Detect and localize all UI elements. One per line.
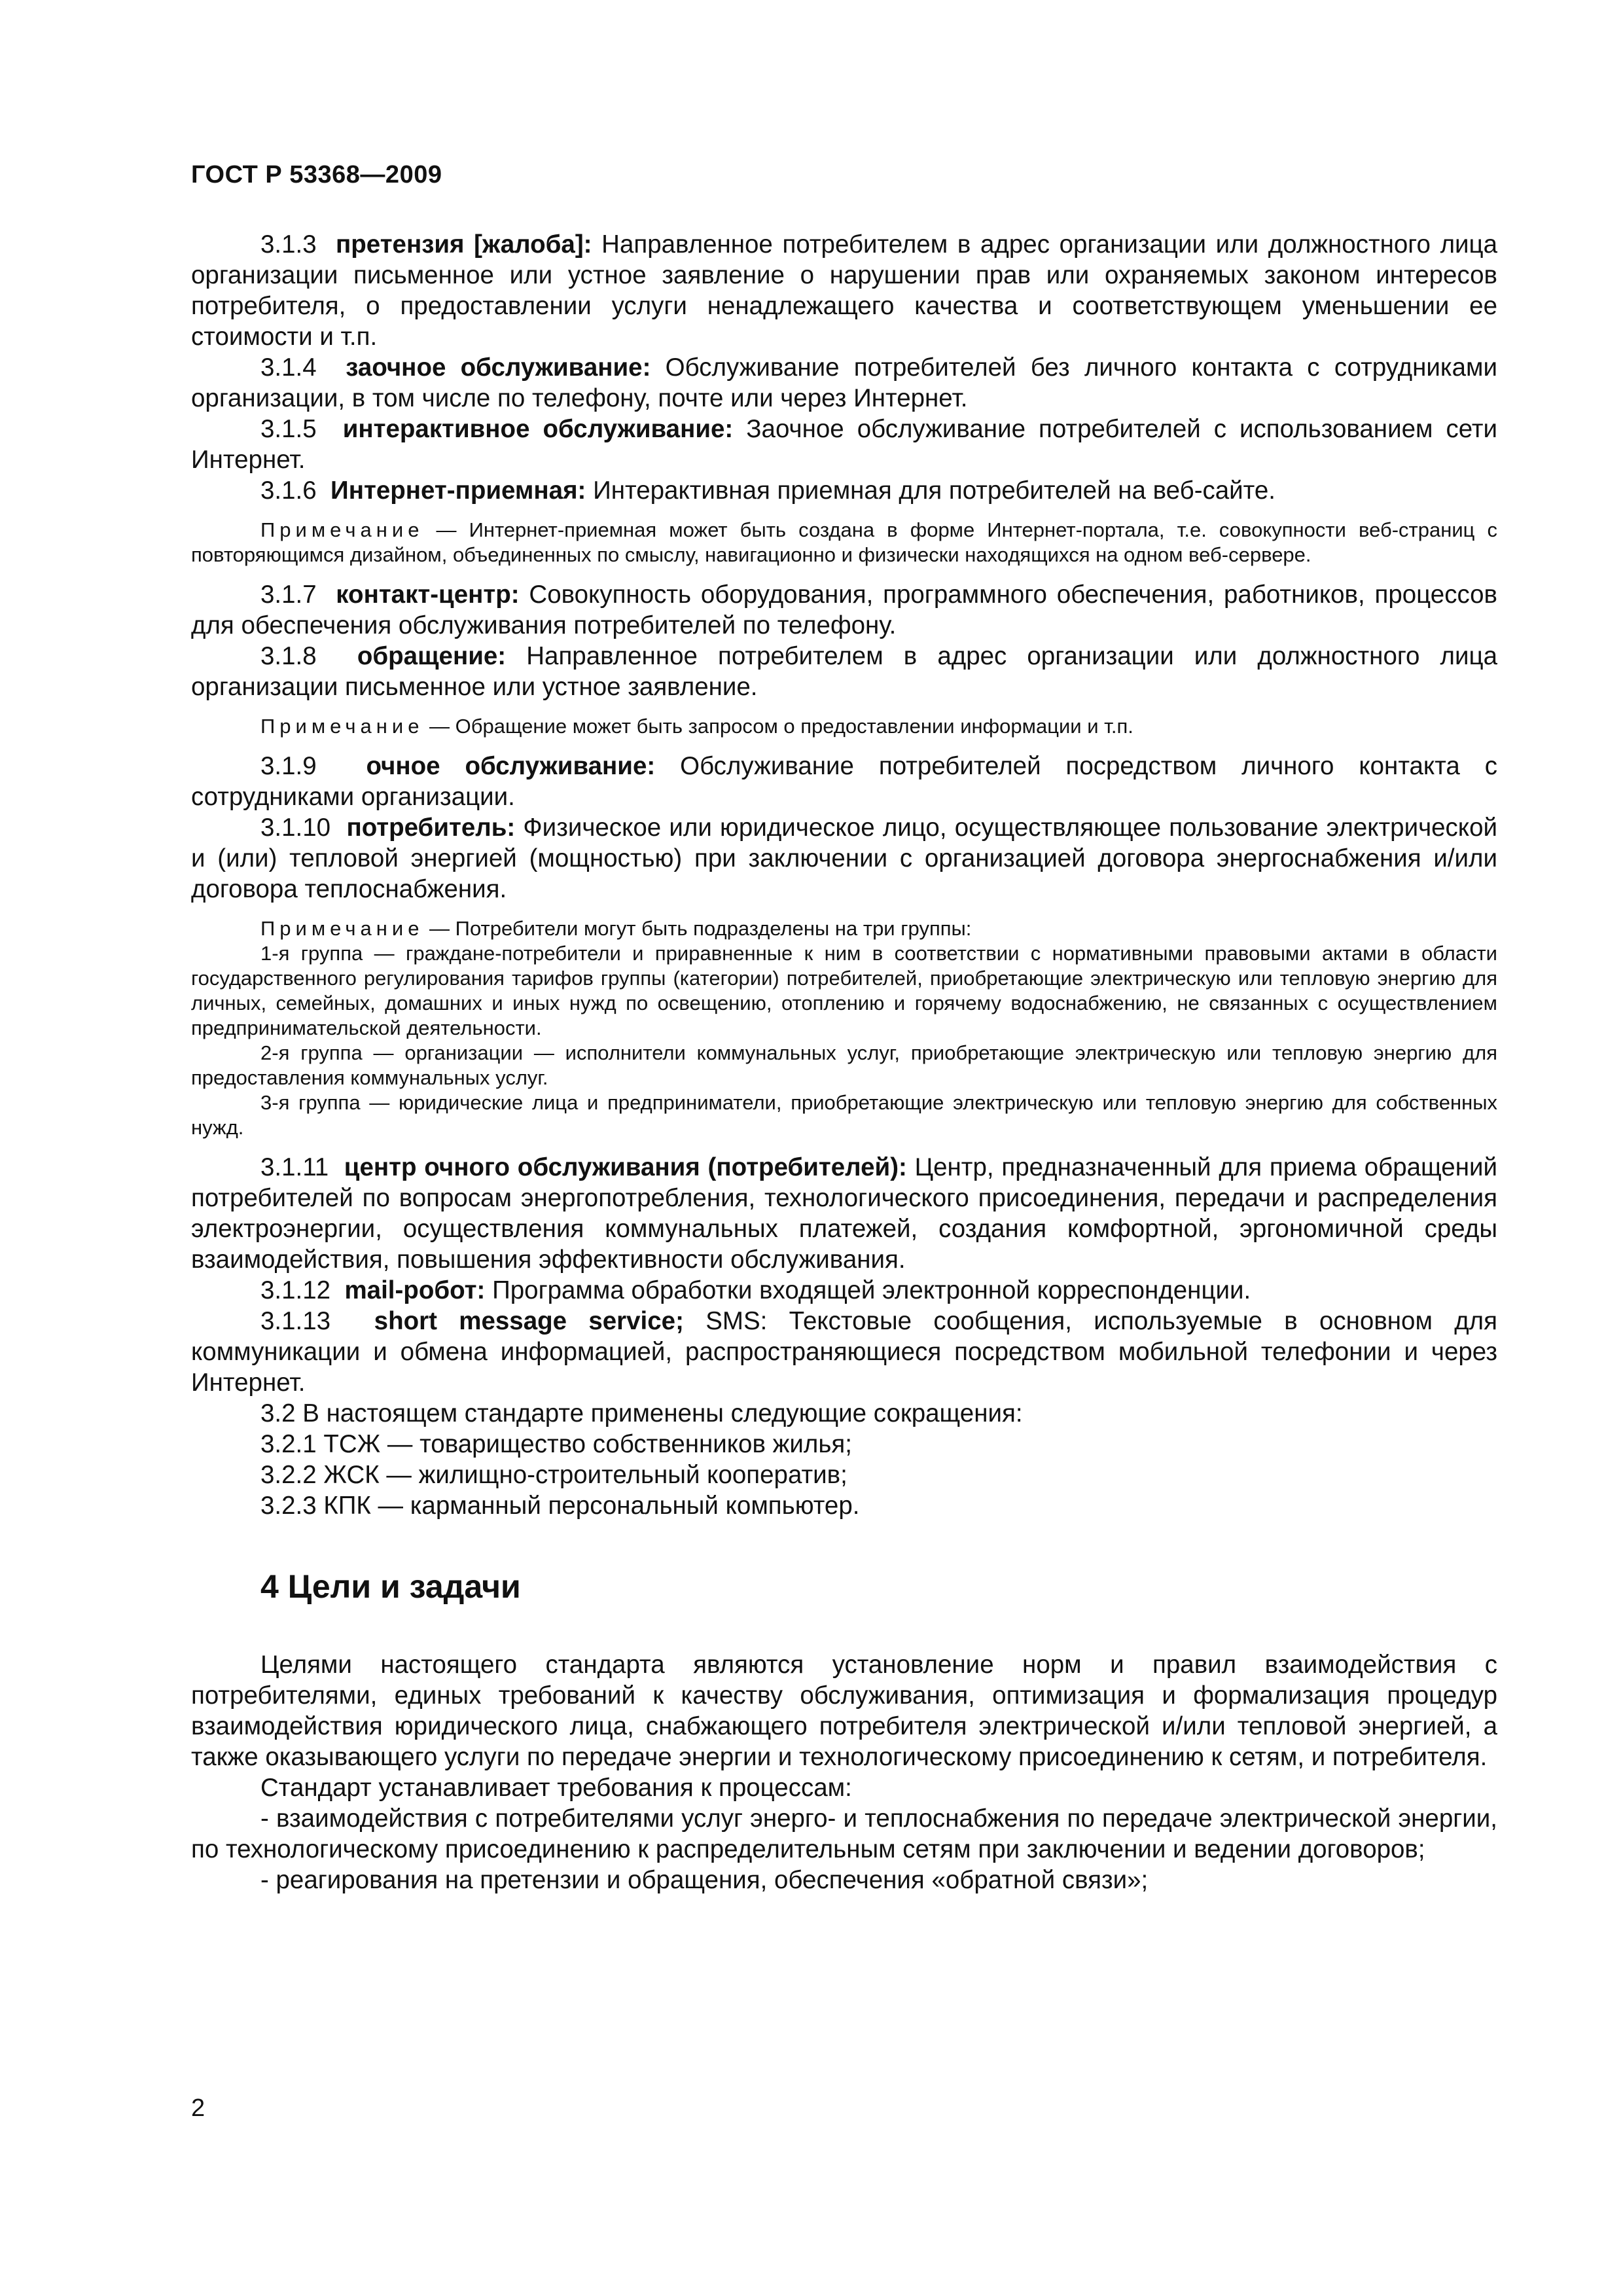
definition-3-1-4	[191, 352, 1497, 414]
section-paragraph: Стандарт устанавливает требования к процессам:	[260, 1774, 852, 1802]
document-body	[191, 229, 1497, 1895]
definition-term: контакт-центр:	[336, 581, 520, 609]
definition-term: mail-робот:	[344, 1276, 486, 1304]
definition-term: потребитель:	[346, 814, 516, 842]
definition-text: Направленное потребителем в адрес организации или должностного лица организации письменное или устное заявление.	[191, 642, 1497, 701]
definition-text: Обслуживание потребителей без личного контакта с сотрудниками организации, в том числе по телефону, почте или через Интернет.	[191, 353, 1497, 412]
definition-text: Программа обработки входящей электронной корреспонденции.	[485, 1276, 1251, 1304]
definition-term: очное обслуживание:	[366, 752, 656, 780]
definition-3-1-13	[191, 1306, 1497, 1398]
definition-text: Заочное обслуживание потребителей с использованием сети Интернет.	[191, 415, 1498, 474]
note-internet-reception	[191, 518, 1497, 567]
definition-text: Обслуживание потребителей посредством личного контакта с сотрудниками организации.	[191, 752, 1497, 811]
definition-3-1-8	[191, 641, 1497, 702]
definition-term: short message service;	[374, 1307, 684, 1335]
definition-text: Физическое или юридическое лицо, осуществляющее пользование электрической и (или) тепловой энергией (мощностью) при заключении с организацией договора энергоснабжения и/или договора теплоснабжения.	[191, 814, 1497, 903]
abbreviation-item: 3.2.3 КПК — карманный персональный компьютер.	[260, 1492, 860, 1520]
definition-3-1-10	[191, 812, 1497, 905]
note-group-2: 2-я группа — организации — исполнители коммунальных услуг, приобретающие электрическую или тепловую энергию для предоставления коммунальных услуг.	[191, 1041, 1497, 1089]
note-text: — Обращение может быть запросом о предоставлении информации и т.п.	[423, 715, 1133, 738]
definition-3-1-9	[191, 751, 1497, 812]
section-list-item: - реагирования на претензии и обращения, обеспечения «обратной связи»;	[260, 1866, 1149, 1894]
definition-3-1-3	[191, 229, 1497, 352]
definition-number: 3.1.9	[260, 752, 317, 780]
definition-number: 3.1.11	[260, 1153, 329, 1181]
definition-number: 3.1.3	[260, 230, 317, 259]
definition-3-1-7	[191, 579, 1497, 641]
note-label: Примечание	[260, 715, 424, 738]
definition-number: 3.1.13	[260, 1307, 331, 1335]
definition-term: центр очного обслуживания (потребителей):	[344, 1153, 907, 1181]
note-consumer-groups	[191, 916, 1497, 941]
definition-number: 3.1.7	[260, 581, 317, 609]
abbreviation-item: 3.2.2 ЖСК — жилищно-строительный кооператив;	[260, 1461, 847, 1489]
definition-number: 3.1.10	[260, 814, 331, 842]
abbreviation-item: 3.2.1 ТСЖ — товарищество собственников жилья;	[260, 1430, 852, 1458]
definition-term: претензия [жалоба]:	[336, 230, 592, 259]
definition-term: Интернет-приемная:	[330, 476, 586, 505]
definition-term: обращение:	[357, 642, 507, 670]
document-header: ГОСТ Р 53368—2009	[191, 161, 442, 188]
definition-number: 3.1.8	[260, 642, 317, 670]
section-heading: 4 Цели и задачи	[260, 1568, 521, 1605]
note-text: — Интернет-приемная может быть создана в форме Интернет-портала, т.е. совокупности веб-страниц с повторяющимся дизайном, объединенных по смыслу, навигационно и физически находящихся на одном веб-сервере.	[191, 518, 1497, 566]
definition-term: интерактивное обслуживание:	[342, 415, 734, 443]
definition-number: 3.1.12	[260, 1276, 331, 1304]
definition-text: SMS: Текстовые сообщения, используемые в основном для коммуникации и обмена информацией, распространяющиеся посредством мобильной телефонии и через Интернет.	[191, 1307, 1497, 1397]
definition-text: Центр, предназначенный для приема обращений потребителей по вопросам энергопотребления, технологического присоединения, передачи и распределения электроэнергии, осуществления коммунальных платежей, создания комфортной, эргономичной среды взаимодействия, повышения эффективности обслуживания.	[191, 1153, 1497, 1274]
definition-term: заочное обслуживание:	[346, 353, 651, 382]
definition-text: Направленное потребителем в адрес организации или должностного лица организации письменное или устное заявление о нарушении прав или охраняемых законом интересов потребителя, о предоставлении услуги ненадлежащего качества и соответствующем уменьшении ее стоимости и т.п.	[191, 230, 1497, 351]
definition-3-1-6	[191, 475, 1497, 506]
definition-number: 3.1.4	[260, 353, 317, 382]
definition-number: 3.1.5	[260, 415, 317, 443]
definition-3-1-5	[191, 414, 1497, 475]
definition-3-1-11	[191, 1152, 1497, 1275]
note-label: Примечание	[260, 518, 424, 541]
note-group-3: 3-я группа — юридические лица и предприниматели, приобретающие электрическую или тепловую энергию для собственных нужд.	[191, 1091, 1497, 1139]
definition-3-1-12	[191, 1275, 1497, 1306]
definition-number: 3.1.6	[260, 476, 317, 505]
abbreviations-intro: 3.2 В настоящем стандарте применены следующие сокращения:	[260, 1399, 1023, 1427]
page-number: 2	[191, 2094, 205, 2122]
section-paragraph: Целями настоящего стандарта являются установление норм и правил взаимодействия с потребителями, единых требований к качеству обслуживания, оптимизация и формализация процедур взаимодействия юридического лица, снабжающего потребителя электрической и/или тепловой энергией, а также оказывающего услуги по передаче энергии и технологическому присоединению к сетям, и потребителя.	[191, 1651, 1497, 1771]
definition-text: Интерактивная приемная для потребителей на веб-сайте.	[586, 476, 1275, 505]
note-appeal	[191, 714, 1497, 739]
note-label: Примечание	[260, 917, 424, 940]
note-text: — Потребители могут быть подразделены на три группы:	[423, 917, 972, 940]
section-list-item: - взаимодействия с потребителями услуг энерго- и теплоснабжения по передаче электрической энергии, по технологическому присоединению к распределительным сетям при заключении и ведении договоров;	[191, 1804, 1497, 1863]
definition-text: Совокупность оборудования, программного обеспечения, работников, процессов для обеспечения обслуживания потребителей по телефону.	[191, 581, 1497, 639]
note-group-1: 1-я группа — граждане-потребители и приравненные к ним в соответствии с нормативными правовыми актами в области государственного регулирования тарифов группы (категории) потребителей, приобретающие электрическую или тепловую энергию для личных, семейных, домашних и иных нужд по освещению, отоплению и горячему водоснабжению, не связанных с осуществлением предпринимательской деятельности.	[191, 942, 1497, 1039]
